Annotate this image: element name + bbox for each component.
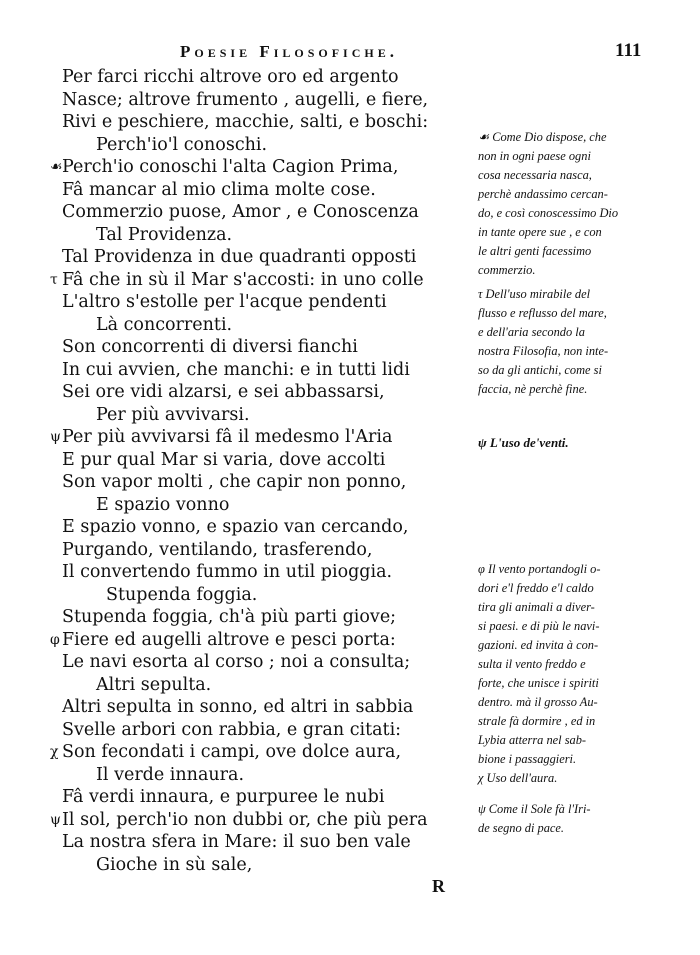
verse-text: Tal Providenza in due quadranti opposti: [62, 247, 417, 267]
margin-note: [478, 433, 690, 452]
margin-note-line: de segno di pace.: [478, 821, 565, 835]
verse-text: Fâ che in sù il Mar s'accosti: in uno colle: [62, 269, 424, 290]
verse-text: E spazio vonno, e spazio van cercando,: [62, 517, 409, 537]
margin-note-line: Lybia atterra nel sab-: [478, 733, 587, 747]
margin-note-line: forte, che unisce i spiriti: [478, 676, 599, 690]
margin-note-line: perchè andassimo cercan-: [478, 187, 608, 201]
verse-text: Là concorrenti.: [96, 314, 233, 335]
verse-line: [62, 111, 457, 134]
verse-text: Perch'io'l conoschi.: [96, 134, 268, 155]
margin-note-line: τ Dell'uso mirabile del: [478, 287, 591, 301]
verse-text: Gioche in sù sale,: [96, 854, 253, 875]
margin-note-line: strale fà dormire , ed in: [478, 714, 596, 728]
verse-line: [62, 449, 457, 472]
poem-text-block: [50, 66, 457, 876]
verse-line: [50, 156, 457, 179]
margin-note-line: ψ L'uso de'venti.: [478, 435, 569, 450]
verse-line: [62, 179, 457, 202]
note-reference-mark: ☙: [50, 159, 63, 175]
verse-text: Commerzio puose, Amor , e Conoscenza: [62, 202, 419, 222]
margin-note-line: gazioni. ed invita à con-: [478, 638, 599, 652]
running-head: Poesie Filosofiche.: [180, 42, 398, 61]
verse-line: [62, 584, 457, 607]
verse-line: [62, 696, 457, 719]
verse-text: Le navi esorta al corso ; noi a consulta;: [62, 652, 411, 672]
verse-line: [50, 426, 457, 449]
note-reference-mark: φ: [50, 631, 60, 648]
verse-line: [62, 606, 457, 629]
verse-line: [62, 291, 457, 314]
verse-line: [62, 516, 457, 539]
catchword: R: [432, 876, 445, 896]
verse-line: [62, 201, 457, 224]
page-number: 111: [615, 40, 642, 61]
margin-note-line: nostra Filosofia, non inte-: [478, 344, 609, 358]
margin-note-line: so da gli antichi, come si: [478, 363, 602, 377]
verse-line: [62, 89, 457, 112]
verse-text: Per farci ricchi altrove oro ed argento: [62, 67, 399, 87]
verse-text: Il convertendo fummo in util pioggia.: [62, 562, 393, 582]
verse-line: [62, 246, 457, 269]
verse-text: Purgando, ventilando, trasferendo,: [62, 539, 373, 560]
margin-note: [478, 560, 690, 788]
verse-line: [50, 629, 457, 652]
margin-note-line: e dell'aria secondo la: [478, 325, 585, 339]
verse-line: [62, 471, 457, 494]
verse-line: [50, 809, 457, 832]
note-reference-mark: ψ: [50, 429, 61, 445]
verse-text: Son fecondati i campi, ove dolce aura,: [62, 742, 402, 762]
margin-note-line: in tante opere sue , e con: [478, 225, 602, 239]
verse-text: Altri sepulta.: [96, 674, 212, 695]
verse-line: [62, 336, 457, 359]
verse-text: Svelle arbori con rabbia, e gran citati:: [62, 719, 402, 740]
verse-text: Per più avvivarsi.: [96, 404, 250, 425]
verse-line: [62, 651, 457, 674]
verse-line: [62, 404, 457, 427]
verse-line: [62, 359, 457, 382]
margin-note-line: dentro. mà il grosso Au-: [478, 695, 598, 709]
margin-note-line: si paesi. e di più le navi-: [478, 619, 600, 633]
margin-note-line: ☙ Come Dio dispose, che: [478, 130, 607, 144]
verse-line: [62, 314, 457, 337]
margin-note-line: commerzio.: [478, 263, 536, 277]
verse-line: [62, 764, 457, 787]
margin-note-line: dori e'l freddo e'l caldo: [478, 581, 594, 595]
verse-text: Stupenda foggia.: [106, 584, 258, 605]
verse-text: Stupenda foggia, ch'à più parti giove;: [62, 607, 397, 627]
verse-text: Il sol, perch'io non dubbi or, che più pera: [62, 809, 428, 830]
verse-line: [62, 719, 457, 742]
verse-text: Nasce; altrove frumento , augelli, e fiere,: [62, 89, 429, 110]
margin-note-line: non in ogni paese ogni: [478, 149, 591, 163]
verse-line: [62, 786, 457, 809]
verse-line: [62, 674, 457, 697]
verse-line: [62, 854, 457, 877]
verse-line: [62, 539, 457, 562]
verse-text: Per più avvivarsi fâ il medesmo l'Aria: [62, 427, 393, 447]
verse-text: Fâ mancar al mio clima molte cose.: [62, 179, 376, 200]
margin-note-line: flusso e reflusso del mare,: [478, 306, 607, 320]
verse-text: Il verde innaura.: [96, 764, 245, 785]
verse-text: Altri sepulta in sonno, ed altri in sabbia: [62, 697, 414, 717]
verse-line: [62, 494, 457, 517]
margin-note-line: sulta il vento freddo e: [478, 657, 586, 671]
verse-line: [50, 269, 457, 292]
verse-text: Fâ verdi innaura, e purpuree le nubi: [62, 787, 385, 807]
margin-note-line: do, e così conoscessimo Dio: [478, 206, 619, 220]
verse-line: [62, 831, 457, 854]
verse-text: E spazio vonno: [96, 494, 230, 515]
verse-text: Son vapor molti , che capir non ponno,: [62, 472, 407, 492]
verse-text: Sei ore vidi alzarsi, e sei abbassarsi,: [62, 382, 385, 402]
verse-text: In cui avvien, che manchi: e in tutti lidi: [62, 359, 410, 380]
verse-line: [62, 66, 457, 89]
verse-line: [62, 224, 457, 247]
note-reference-mark: χ: [50, 744, 59, 760]
verse-text: Tal Providenza.: [96, 224, 233, 245]
verse-line: [62, 561, 457, 584]
margin-note: [478, 128, 690, 280]
margin-note-line: bione i passaggieri.: [478, 752, 577, 766]
verse-line: [62, 381, 457, 404]
margin-note: [478, 800, 690, 838]
margin-note-line: cosa necessaria nasca,: [478, 168, 592, 182]
verse-text: Son concorrenti di diversi fianchi: [62, 337, 358, 357]
verse-text: Fiere ed augelli altrove e pesci porta:: [62, 629, 396, 650]
margin-note: [478, 285, 690, 399]
verse-text: L'altro s'estolle per l'acque pendenti: [62, 292, 387, 312]
verse-text: Rivi e peschiere, macchie, salti, e boschi:: [62, 112, 429, 132]
verse-text: Perch'io conoschi l'alta Cagion Prima,: [62, 157, 399, 177]
verse-line: [62, 134, 457, 157]
note-reference-mark: τ: [50, 271, 58, 288]
verse-line: [50, 741, 457, 764]
margin-note-line: le altri genti facessimo: [478, 244, 592, 258]
margin-note-line: faccia, nè perchè fine.: [478, 382, 588, 396]
margin-note-line: tira gli animali a diver-: [478, 600, 595, 614]
verse-text: E pur qual Mar si varia, dove accolti: [62, 449, 386, 470]
margin-note-line: χ Uso dell'aura.: [478, 771, 558, 785]
margin-note-line: ψ Come il Sole fà l'Iri-: [478, 802, 591, 816]
note-reference-mark: ψ: [50, 811, 61, 828]
verse-text: La nostra sfera in Mare: il suo ben vale: [62, 832, 411, 852]
margin-note-line: φ Il vento portandogli o-: [478, 562, 601, 576]
